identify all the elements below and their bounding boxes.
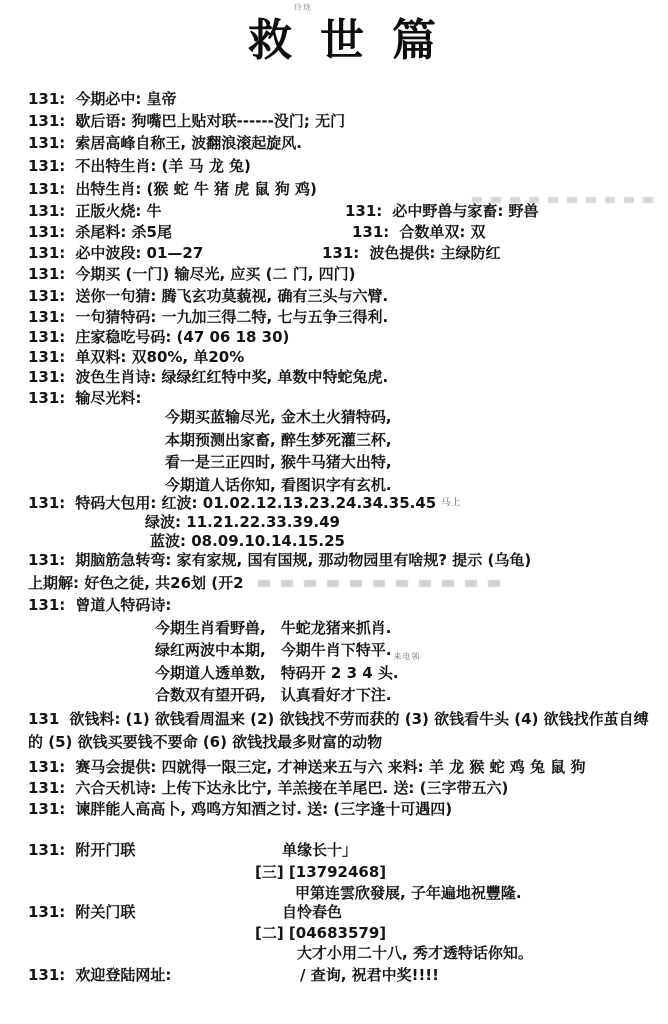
line-must-hit (28, 90, 662, 109)
line-beast-domestic (345, 202, 539, 221)
line-banker-numbers (28, 328, 662, 347)
line-text: 杀尾料: 杀5尾 (75, 223, 172, 241)
issue-prefix: 131: (28, 758, 66, 776)
issue-prefix: 131: (28, 494, 66, 512)
couplet-code (255, 863, 662, 882)
line-number-band (28, 244, 662, 263)
line-text: 今期必中: 皇帝 (75, 90, 177, 108)
line-shujinguang-header (28, 389, 662, 408)
line-text: 送你一句猜: 腾飞玄功莫藐视, 确有三头与六臂. (75, 287, 389, 305)
line-blue-wave (150, 532, 662, 551)
line-text: 今期买蓝输尽光, 金木土火猜特码, (165, 408, 392, 426)
line-text: 上期解: 好色之徒, 共26划 (开2 (28, 574, 244, 592)
poem-line (155, 619, 662, 638)
line-text: 附开门联 (75, 841, 136, 859)
line-closing-couplet (28, 903, 662, 922)
issue-prefix: 131: (28, 903, 66, 921)
line-text: 六合天机诗: 上传下达永比宁, 羊羔接在羊尾巴. 送: (三字带五六) (75, 779, 509, 797)
issue-prefix: 131: (28, 244, 66, 262)
line-text: 输尽光料: (75, 389, 142, 407)
line-jockey-club (28, 758, 662, 777)
faded-print-artifact (258, 580, 508, 587)
line-wave-color (322, 244, 501, 263)
line-text: 正版火烧: 牛 (75, 202, 162, 220)
line-excluded-zodiac (28, 157, 662, 176)
line-text: 大才小用二十八, 秀才透特话你知。 (297, 944, 533, 962)
issue-prefix: 131: (28, 134, 66, 152)
issue-prefix: 131: (28, 265, 66, 283)
issue-prefix: 131: (28, 287, 66, 305)
line-text: 绿波: 11.21.22.33.39.49 (145, 513, 340, 531)
issue-prefix: 131: (352, 223, 390, 241)
poem-line (165, 453, 662, 472)
line-brain-teaser (28, 551, 662, 570)
line-text: 歇后语: 狗嘴巴上贴对联------没门; 无门 (75, 112, 346, 130)
couplet-code (255, 924, 662, 943)
issue-prefix: 131: (28, 551, 66, 569)
issue-prefix: 131: (322, 244, 360, 262)
line-kill-tail (28, 223, 662, 242)
couplet-header (282, 903, 342, 922)
issue-prefix: 131: (28, 800, 66, 818)
issue-prefix: 131: (28, 223, 66, 241)
line-xiehouyu (28, 112, 662, 131)
line-wave-zodiac-poem (28, 368, 662, 387)
line-text: 波色提供: 主绿防红 (369, 244, 501, 262)
line-text: 合数双有望开码, 认真看好才下注. (155, 686, 392, 704)
issue-prefix: 131: (28, 348, 66, 366)
line-text: 自怜春色 (282, 903, 343, 921)
issue-prefix: 131: (28, 596, 66, 614)
line-text: 谏胖能人高高卜, 鸡鸣方知酒之讨. 送: (三字逢十可遇四) (75, 800, 453, 818)
issue-prefix: 131: (345, 202, 383, 220)
poem-line (165, 408, 662, 427)
line-text: 单缘长十」 (282, 841, 358, 859)
line-zengdaoren-header (28, 596, 662, 615)
line-text: 绿红两波中本期, 今期牛肖下特平. (155, 641, 392, 659)
line-text: 今期买 (一门) 输尽光, 应买 (二 门, 四门) (75, 265, 356, 283)
issue-prefix: 131: (28, 328, 66, 346)
line-text: [二] [04683579] (255, 924, 387, 942)
line-text: 一句猜特码: 一九加三得二特, 七与五争三得利. (75, 308, 389, 326)
poem-line (155, 664, 662, 683)
poem-line (155, 641, 662, 666)
couplet-header (282, 841, 357, 860)
line-text: / 查询, 祝君中奖!!!! (300, 966, 439, 984)
line-text: 波色生肖诗: 绿绿红红特中奖, 单数中特蛇兔虎. (75, 368, 389, 386)
issue-prefix: 131: (28, 157, 66, 175)
line-guess-code (28, 308, 662, 327)
issue-prefix: 131 (28, 710, 60, 728)
line-text: 欢迎登陆网址: (75, 966, 172, 984)
line-text: 甲第连雲欣發展, 子年遍地祝豐隆. (295, 884, 522, 902)
tiny-note: 来电领 (393, 652, 421, 661)
line-text: 不出特生肖: (羊 马 龙 兔) (75, 157, 251, 175)
line-text: 必中野兽与家畜: 野兽 (392, 202, 539, 220)
line-text: 今期生肖看野兽, 牛蛇龙猪来抓肖. (155, 619, 392, 637)
line-text: 期脑筋急转弯: 家有家规, 国有国规, 那动物园里有啥规? 提示 (乌龟) (75, 551, 532, 569)
line-buy-door (28, 265, 662, 284)
page-title: 救世篇 (248, 15, 464, 66)
poem-line (155, 686, 662, 705)
line-green-wave (145, 513, 662, 532)
line-text: 看一是三正四时, 猴牛马猪大出特, (165, 453, 392, 471)
issue-prefix: 131: (28, 368, 66, 386)
line-text: 曾道人特码诗: (75, 596, 172, 614)
line-fire-burn (28, 202, 662, 221)
poem-line (165, 431, 662, 450)
line-text: 欲钱料: (1) 欲钱看周温来 (2) 欲钱找不劳而获的 (3) 欲钱看牛头 (4) 欲钱找作茧自缚的 (5) 欲钱买要钱不要命 (6) 欲钱找最多财富的动物 (28, 710, 649, 751)
line-tianji-poem (28, 779, 662, 798)
line-text: 附关门联 (75, 903, 136, 921)
line-sum-oddeven (352, 223, 486, 242)
line-text: 索居高峰自称王, 波翻浪滚起旋风. (75, 134, 302, 152)
issue-prefix: 131: (28, 966, 66, 984)
issue-prefix: 131: (28, 308, 66, 326)
couplet-verse (295, 884, 662, 903)
issue-prefix: 131: (28, 180, 66, 198)
line-text: 必中波段: 01—27 (75, 244, 204, 262)
line-extra-poem (28, 800, 662, 819)
line-text: 蓝波: 08.09.10.14.15.25 (150, 532, 345, 550)
issue-prefix: 131: (28, 202, 66, 220)
line-text: 本期预测出家畜, 醉生梦死灌三杯, (165, 431, 392, 449)
line-verse (28, 134, 662, 153)
line-website (28, 966, 662, 985)
line-oddeven-ratio (28, 348, 662, 367)
website-greeting (300, 966, 439, 985)
line-last-issue-answer (28, 574, 662, 593)
poem-line (165, 476, 662, 495)
couplet-verse (297, 944, 662, 963)
line-red-wave (28, 494, 662, 513)
issue-prefix: 131: (28, 841, 66, 859)
tiny-note: 马上 (441, 498, 462, 508)
line-text: 出特生肖: (猴 蛇 牛 猪 虎 鼠 狗 鸡) (75, 180, 317, 198)
issue-prefix: 131: (28, 389, 66, 407)
line-yuqian-list (28, 708, 650, 754)
line-text: 今期道人透单数, 特码开 2 3 4 头. (155, 664, 399, 682)
line-text: 单双料: 双80%, 单20% (75, 348, 245, 366)
issue-prefix: 131: (28, 779, 66, 797)
line-text: 今期道人话你知, 看图识字有玄机. (165, 476, 392, 494)
line-hint-phrase (28, 287, 662, 306)
line-text: [三] [13792468] (255, 863, 387, 881)
title-watermark: 玲珑 (294, 3, 312, 12)
line-opening-couplet (28, 841, 662, 860)
issue-prefix: 131: (28, 112, 66, 130)
line-text: 庄家稳吃号码: (47 06 18 30) (75, 328, 290, 346)
line-text: 赛马会提供: 四就得一限三定, 才神送来五与六 来料: 羊 龙 猴 蛇 鸡 兔 鼠 狗 (75, 758, 586, 776)
line-text: 合数单双: 双 (399, 223, 486, 241)
line-text: 特码大包用: 红波: 01.02.12.13.23.24.34.35.45 (75, 494, 437, 512)
issue-prefix: 131: (28, 90, 66, 108)
